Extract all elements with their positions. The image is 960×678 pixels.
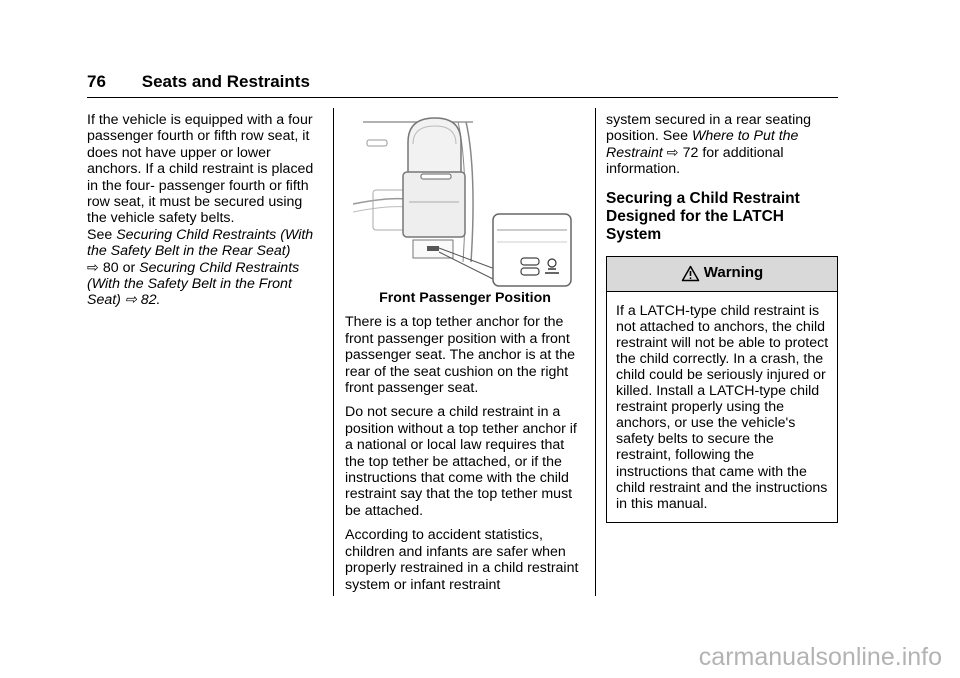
front-passenger-seat-illustration (353, 112, 575, 290)
see-text: See (87, 226, 113, 243)
section-title: Seats and Restraints (141, 72, 310, 91)
continued-paragraph (606, 112, 838, 178)
period: . (156, 292, 161, 309)
tether-paragraph: There is a top tether anchor for the front passenger position with a front passenger seat. The anchor is at the rear of the seat cushion on the right front passenger seat. (345, 314, 576, 397)
or-text: or (122, 259, 136, 276)
header-rule (87, 97, 838, 98)
statistics-paragraph: According to accident statistics, children and infants are safer when properly restrained in a child restraint system or infant restraint (345, 527, 579, 593)
column-divider-1 (333, 108, 334, 596)
link-where-to-put[interactable]: Where to Put the Restraint (606, 128, 799, 161)
page-header (87, 72, 310, 92)
column-3 (606, 112, 838, 523)
watermark: carmanualsonline.info (698, 643, 942, 671)
link-rear-seat[interactable]: Securing Child Restraints (With the Safety Belt in the Rear Seat) (87, 226, 314, 260)
additional-info-text: for additional information. (606, 144, 784, 178)
warning-box (606, 256, 838, 523)
warning-triangle-icon (681, 265, 700, 282)
law-paragraph: Do not secure a child restraint in a position without a top tether anchor if a national or local law requires that the top tether be attached, or if the instructions that come with the child restraint say that the top tether must be attached. (345, 404, 577, 519)
ref-where-to-put[interactable]: ⇨ 72 (666, 144, 699, 161)
warning-text: If a LATCH-type child restraint is not attached to anchors, the child restraint will not be able to protect the child correctly. In a crash, the child could be seriously injured or killed. Install a LATCH-type child restraint properly using the anchors, or use the vehicle's safety belts to secure the restraint, following the instructions that came with the child restraint and the instructions in this manual. (616, 302, 829, 512)
figure-caption: Front Passenger Position (379, 290, 551, 306)
ref-rear-seat[interactable]: ⇨ 80 (87, 259, 119, 276)
ref-front-seat[interactable]: ⇨ 82 (124, 292, 157, 309)
link-front-seat[interactable]: Securing Child Restraints (With the Safety Belt in the Front Seat) (87, 259, 300, 309)
page-number: 76 (87, 72, 106, 91)
intro-paragraph (87, 112, 323, 309)
column-1 (87, 112, 323, 317)
warning-title: Warning (703, 264, 764, 282)
warning-header (607, 257, 837, 292)
latch-heading: Securing a Child Restraint Designed for the LATCH System (606, 189, 800, 243)
continued-text: system secured in a rear seating position. See (606, 112, 812, 145)
column-2 (345, 112, 585, 601)
column-divider-2 (595, 108, 596, 596)
intro-text: If the vehicle is equipped with a four passenger fourth or fifth row seat, it does not have upper or lower anchors. If a child restraint is placed in the four- passenger fourth or fifth row seat, it must be secured using the vehicle safety belts. (87, 112, 314, 227)
